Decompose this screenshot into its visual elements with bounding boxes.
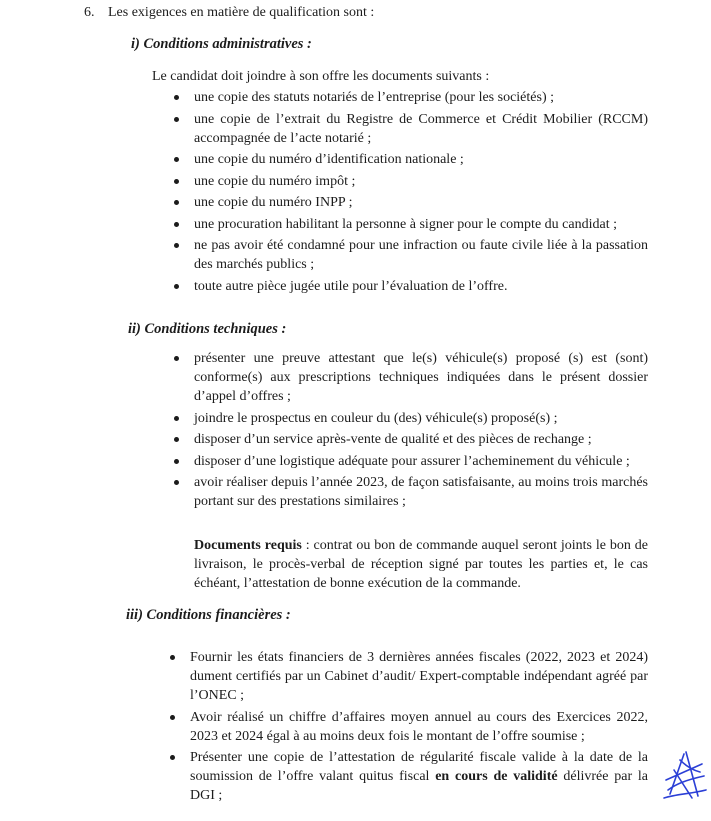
list-item: une copie de l’extrait du Registre de Commerce et Crédit Mobilier (RCCM) accompagnée de l’acte notarié ; <box>194 111 648 146</box>
list-item: Présenter une copie de l’attestation de régularité fiscale valide à la date de la soumission de l’offre valant quitus fiscal en cours de validité délivrée par la DGI ; <box>190 750 649 803</box>
required-documents-label: Documents requis <box>194 538 302 553</box>
required-documents-text: : contrat ou bon de commande auquel seront joints le bon de livraison, le procès-verbal de réception signé par toutes les parties et, le cas échéant, l’attestation de bonne exécution de la commande. <box>194 538 649 591</box>
list-item: une procuration habilitant la personne à signer pour le compte du candidat ; <box>194 215 648 234</box>
list-item: une copie du numéro INPP ; <box>194 193 648 212</box>
admin-intro: Le candidat doit joindre à son offre les documents suivants : <box>152 69 490 84</box>
required-documents-note <box>194 536 648 593</box>
fin-conditions-title: iii) Conditions financières : <box>126 607 291 623</box>
section-heading <box>84 3 374 22</box>
tech-conditions-list <box>194 349 648 514</box>
list-item: ne pas avoir été condamné pour une infraction ou faute civile liée à la passation des marchés publics ; <box>194 238 648 272</box>
list-item: une copie du numéro d’identification nationale ; <box>194 150 648 169</box>
list-item: joindre le prospectus en couleur du (des) véhicule(s) proposé(s) ; <box>194 409 648 428</box>
list-item: avoir réaliser depuis l’année 2023, de façon satisfaisante, au moins trois marchés portant sur des prestations similaires ; <box>194 475 648 509</box>
signature-mark <box>662 750 708 802</box>
section-number: 6. <box>84 5 95 20</box>
list-item: disposer d’un service après-vente de qualité et des pièces de rechange ; <box>194 430 648 449</box>
list-item: toute autre pièce jugée utile pour l’évaluation de l’offre. <box>194 277 648 296</box>
list-item: une copie du numéro impôt ; <box>194 172 648 191</box>
list-item: disposer d’une logistique adéquate pour assurer l’acheminement du véhicule ; <box>194 452 648 471</box>
list-item: Fournir les états financiers de 3 dernières années fiscales (2022, 2023 et 2024) dument certifiés par un Cabinet d’audit/ Expert-comptable indépendant agréé par l’ONEC ; <box>190 650 648 703</box>
fin-conditions-list <box>190 648 648 808</box>
list-item: présenter une preuve attestant que le(s) véhicule(s) proposé (s) est (sont) conforme(s) aux prescriptions techniques indiquées dans le présent dossier d’appel d’offres ; <box>194 351 648 404</box>
section-heading-text: Les exigences en matière de qualification sont : <box>108 5 375 20</box>
tech-conditions-title: ii) Conditions techniques : <box>128 321 287 337</box>
admin-conditions-title: i) Conditions administratives : <box>131 36 312 52</box>
list-item: Avoir réalisé un chiffre d’affaires moyen annuel au cours des Exercices 2022, 2023 et 2024 égal à au moins deux fois le montant de l’offre soumise ; <box>190 709 648 744</box>
list-item: une copie des statuts notariés de l’entreprise (pour les sociétés) ; <box>194 88 648 107</box>
admin-conditions-list <box>194 88 648 298</box>
